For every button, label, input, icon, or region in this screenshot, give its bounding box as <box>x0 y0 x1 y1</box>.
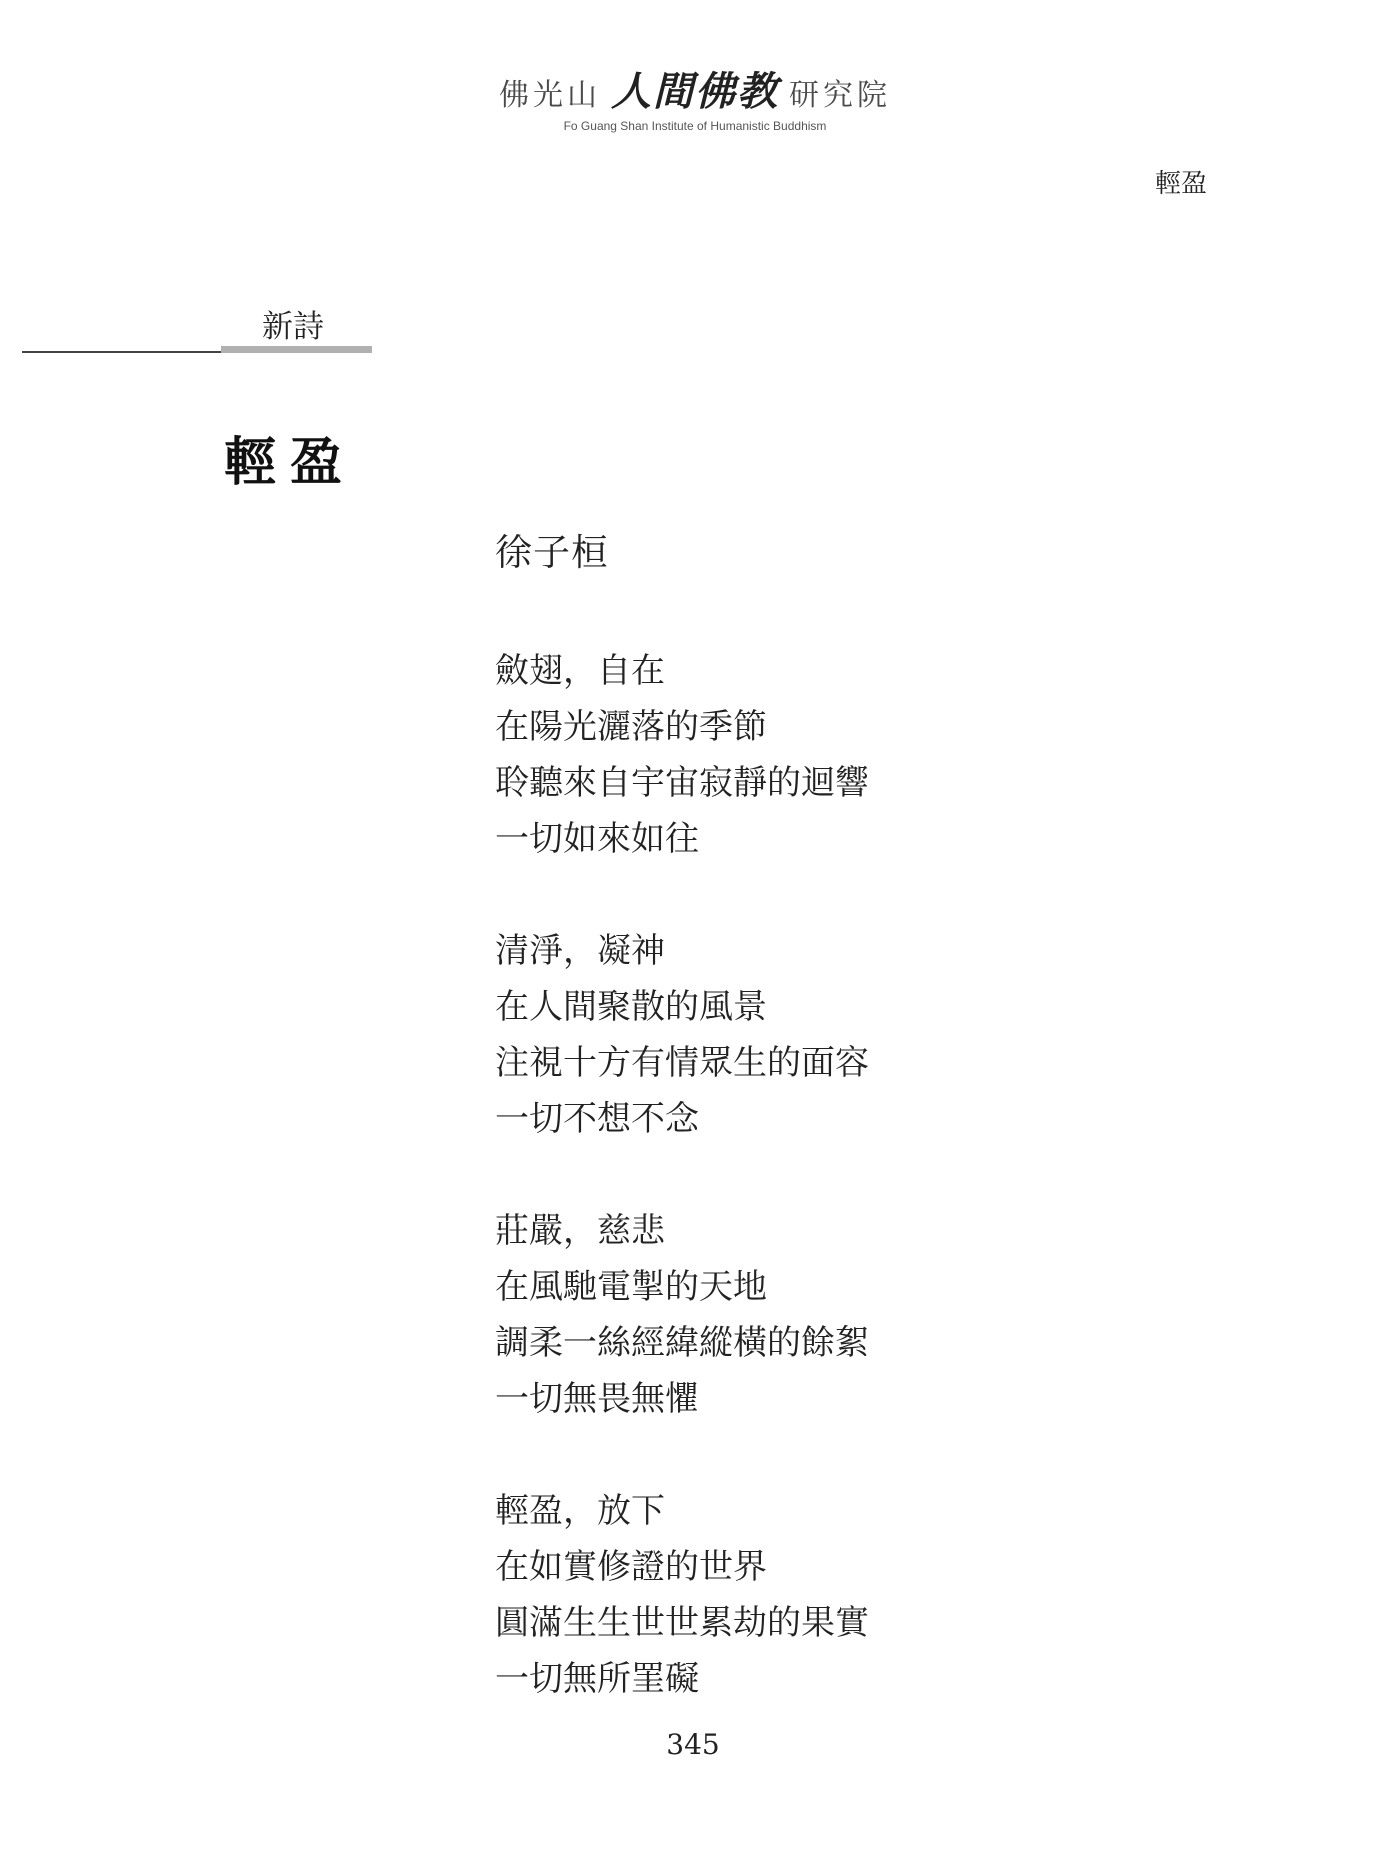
category-label: 新詩 <box>262 309 324 345</box>
poem-title: 輕盈 <box>224 432 357 493</box>
stanza-4 <box>495 1483 1195 1707</box>
poem-line: 圓滿生生世世累劫的果實 <box>495 1603 869 1643</box>
stanza-2 <box>495 923 1195 1147</box>
poem-body <box>495 643 1195 1763</box>
poem-line: 一切無所罣礙 <box>495 1659 699 1699</box>
poem-line: 在人間聚散的風景 <box>495 987 767 1027</box>
poem-line: 在風馳電掣的天地 <box>495 1267 767 1307</box>
logo-english-text: Fo Guang Shan Institute of Humanistic Buddhism <box>563 119 827 133</box>
page-number: 345 <box>666 1728 720 1761</box>
poem-line: 清淨，凝神 <box>495 931 665 971</box>
poem-line: 一切不想不念 <box>495 1099 699 1139</box>
poem-line: 在陽光灑落的季節 <box>495 707 767 747</box>
logo-brand-text: 人間佛教 <box>611 68 779 115</box>
poem-line: 注視十方有情眾生的面容 <box>495 1043 869 1083</box>
poem-line: 斂翅，自在 <box>495 651 665 691</box>
logo-title <box>480 60 910 117</box>
logo-right-text: 研究院 <box>789 78 891 113</box>
running-header-title: 輕盈 <box>1155 169 1208 199</box>
stanza-3 <box>495 1203 1195 1427</box>
poem-line: 一切無畏無懼 <box>495 1379 699 1419</box>
poem-line: 莊嚴，慈悲 <box>495 1211 665 1251</box>
poem-author: 徐子桓 <box>495 531 609 574</box>
poem-line: 調柔一絲經緯縱橫的餘絮 <box>495 1323 869 1363</box>
poem-line: 聆聽來自宇宙寂靜的迴響 <box>495 763 869 803</box>
institute-logo <box>480 60 910 133</box>
poem-line: 一切如來如往 <box>495 819 699 859</box>
stanza-1 <box>495 643 1195 867</box>
logo-left-text: 佛光山 <box>499 78 601 113</box>
poem-line: 輕盈，放下 <box>495 1491 665 1531</box>
poem-line: 在如實修證的世界 <box>495 1547 767 1587</box>
category-divider-accent <box>221 346 372 353</box>
